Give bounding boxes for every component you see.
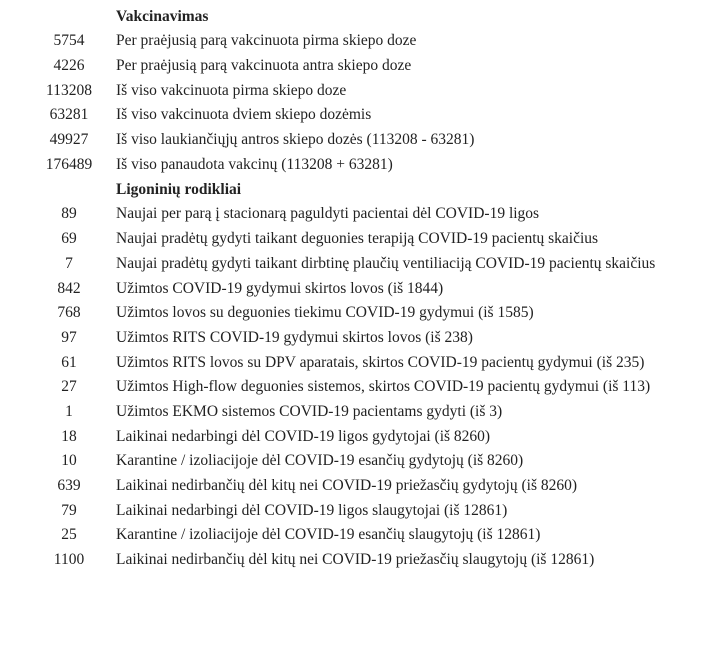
section-heading-spacer xyxy=(34,4,116,29)
statistics-table xyxy=(34,4,704,572)
row-value: 176489 xyxy=(45,155,93,173)
row-value: 5754 xyxy=(53,32,85,50)
row-value: 1 xyxy=(65,402,73,420)
row-label: Naujai pradėtų gydyti taikant dirbtinę plaučių ventiliaciją COVID-19 pacientų skaičius xyxy=(116,254,656,272)
row-value: 97 xyxy=(61,328,77,346)
table-row xyxy=(34,276,704,301)
row-value: 79 xyxy=(61,501,77,519)
row-value: 842 xyxy=(57,279,81,297)
row-value: 63281 xyxy=(49,106,89,124)
row-label: Karantine / izoliacijoje dėl COVID-19 esančių gydytojų (iš 8260) xyxy=(116,452,524,470)
table-row xyxy=(34,128,704,153)
row-value: 4226 xyxy=(53,57,85,75)
row-label: Užimtos High-flow deguonies sistemos, skirtos COVID-19 pacientų gydymui (iš 113) xyxy=(116,378,651,396)
row-value: 25 xyxy=(61,526,77,544)
row-label: Naujai per parą į stacionarą paguldyti pacientai dėl COVID-19 ligos xyxy=(116,205,540,223)
table-row xyxy=(34,474,704,499)
row-label: Laikinai nedirbančių dėl kitų nei COVID-19 priežasčių slaugytojų (iš 12861) xyxy=(116,551,595,569)
row-value: 49927 xyxy=(49,131,89,149)
row-label: Naujai pradėtų gydyti taikant deguonies terapiją COVID-19 pacientų skaičius xyxy=(116,230,599,248)
section-heading-vaccination: Vakcinavimas xyxy=(116,7,209,25)
table-row xyxy=(34,350,704,375)
table-row xyxy=(34,326,704,351)
row-label: Užimtos lovos su deguonies tiekimu COVID-19 gydymui (iš 1585) xyxy=(116,304,534,322)
row-value: 61 xyxy=(61,353,77,371)
row-label: Laikinai nedarbingi dėl COVID-19 ligos gydytojai (iš 8260) xyxy=(116,427,491,445)
row-label: Užimtos RITS COVID-19 gydymui skirtos lovos (iš 238) xyxy=(116,328,473,346)
section-heading-hospital: Ligoninių rodikliai xyxy=(116,180,242,198)
table-row xyxy=(34,54,704,79)
table-row xyxy=(34,227,704,252)
row-value: 27 xyxy=(61,378,77,396)
table-row xyxy=(34,548,704,573)
table-row xyxy=(34,449,704,474)
table-row xyxy=(34,78,704,103)
table-row xyxy=(34,301,704,326)
table-row xyxy=(34,424,704,449)
table-row xyxy=(34,375,704,400)
section-heading-row-hospital xyxy=(34,177,704,202)
row-value: 1100 xyxy=(53,551,85,569)
statistics-table-body xyxy=(34,4,704,572)
row-value: 10 xyxy=(61,452,77,470)
row-label: Užimtos RITS lovos su DPV aparatais, skirtos COVID-19 pacientų gydymui (iš 235) xyxy=(116,353,645,371)
row-label: Per praėjusią parą vakcinuota antra skiepo doze xyxy=(116,57,412,75)
table-row xyxy=(34,152,704,177)
row-label: Iš viso vakcinuota dviem skiepo dozėmis xyxy=(116,106,372,124)
row-label: Iš viso laukiančiųjų antros skiepo dozės (113208 - 63281) xyxy=(116,131,475,149)
row-label: Užimtos EKMO sistemos COVID-19 pacientams gydyti (iš 3) xyxy=(116,402,503,420)
section-heading-row-vaccination xyxy=(34,4,704,29)
table-row xyxy=(34,103,704,128)
row-value: 18 xyxy=(61,427,77,445)
row-value: 69 xyxy=(61,230,77,248)
table-row xyxy=(34,400,704,425)
table-row xyxy=(34,523,704,548)
row-value: 113208 xyxy=(46,81,92,99)
table-row xyxy=(34,29,704,54)
row-value: 639 xyxy=(57,477,81,495)
row-label: Užimtos COVID-19 gydymui skirtos lovos (iš 1844) xyxy=(116,279,444,297)
row-label: Laikinai nedirbančių dėl kitų nei COVID-19 priežasčių gydytojų (iš 8260) xyxy=(116,477,578,495)
row-value: 89 xyxy=(61,205,77,223)
row-label: Iš viso panaudota vakcinų (113208 + 63281) xyxy=(116,155,393,173)
row-value: 7 xyxy=(65,254,73,272)
table-row xyxy=(34,252,704,277)
row-label: Karantine / izoliacijoje dėl COVID-19 esančių slaugytojų (iš 12861) xyxy=(116,526,541,544)
row-label: Laikinai nedarbingi dėl COVID-19 ligos slaugytojai (iš 12861) xyxy=(116,501,508,519)
table-row xyxy=(34,202,704,227)
table-row xyxy=(34,498,704,523)
section-heading-spacer xyxy=(34,177,116,202)
row-label: Iš viso vakcinuota pirma skiepo doze xyxy=(116,81,347,99)
row-label: Per praėjusią parą vakcinuota pirma skiepo doze xyxy=(116,32,417,50)
row-value: 768 xyxy=(57,304,81,322)
